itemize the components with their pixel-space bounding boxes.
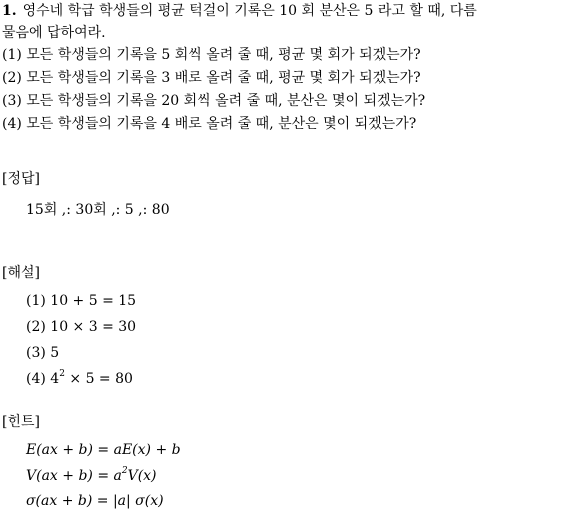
problem-stem-line-1 xyxy=(2,2,477,20)
question-3: (3) 모든 학생들의 기록을 20 회씩 올려 줄 때, 분산은 몇이 되겠는가? xyxy=(2,93,426,109)
solution-item-2: (2) 10 × 3 = 30 xyxy=(26,319,137,335)
question-1: (1) 모든 학생들의 기록을 5 회씩 올려 줄 때, 평균 몇 회가 되겠는가? xyxy=(2,47,421,63)
hint-formula-variance-rhs: V(x) xyxy=(127,468,157,484)
solution-item-1: (1) 10 + 5 = 15 xyxy=(26,293,137,309)
solution-item-4-rest: × 5 = 80 xyxy=(64,371,133,387)
hint-formula-std-dev: σ(ax + b) = |a| σ(x) xyxy=(26,493,164,509)
answer-heading: [정답] xyxy=(2,171,40,187)
hint-formula-variance-exponent: 2 xyxy=(121,466,128,477)
solution-item-4-base: (4) 4 xyxy=(26,371,60,387)
problem-number: 1. xyxy=(2,3,17,19)
solution-item-4 xyxy=(26,370,133,388)
hint-heading: [힌트] xyxy=(2,414,40,430)
hint-formula-variance-lhs: V(ax + b) = a xyxy=(26,468,122,484)
answer-text: 15회 ,: 30회 ,: 5 ,: 80 xyxy=(26,202,170,218)
solution-item-3: (3) 5 xyxy=(26,345,60,361)
hint-formula-expectation: E(ax + b) = aE(x) + b xyxy=(26,442,181,458)
solution-heading: [해설] xyxy=(2,265,40,281)
hint-formula-variance xyxy=(26,467,157,485)
question-2: (2) 모든 학생들의 기록을 3 배로 올려 줄 때, 평균 몇 회가 되겠는가? xyxy=(2,70,421,86)
problem-stem-text-1: 영수네 학급 학생들의 평균 턱걸이 기록은 10 회 분산은 5 라고 할 때, 다름 xyxy=(22,3,477,19)
question-4: (4) 모든 학생들의 기록을 4 배로 올려 줄 때, 분산은 몇이 되겠는가? xyxy=(2,116,417,132)
solution-item-4-exponent: 2 xyxy=(59,369,65,380)
problem-stem-line-2: 물음에 답하여라. xyxy=(2,25,106,41)
